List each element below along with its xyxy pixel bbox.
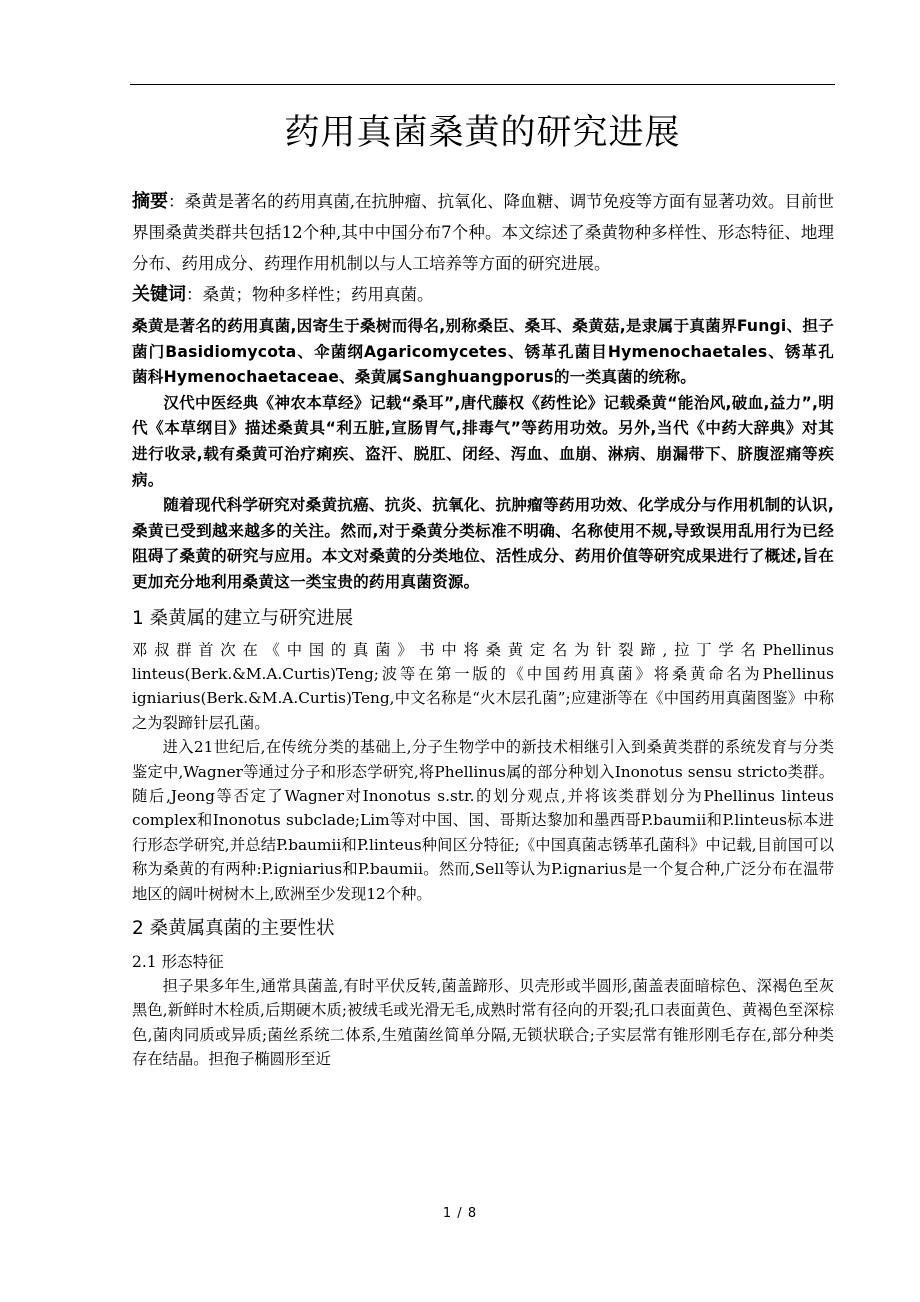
abstract-text: ：桑黄是著名的药用真菌,在抗肿瘤、抗氧化、降血糖、调节免疫等方面有显著功效。目前世界围桑黄类群共包括12个种,其中中国分布7个种。本文综述了桑黄物种多样性、形态特征、地理分布、药用成分、药理作用机制以与人工培养等方面的研究进展。 xyxy=(132,192,835,273)
body-paragraph: 担子果多年生,通常具菌盖,有时平伏反转,菌盖蹄形、贝壳形或半圆形,菌盖表面暗棕色、深褐色至灰黑色,新鲜时木栓质,后期硬木质;被绒毛或光滑无毛,成熟时常有径向的开裂;孔口表面黄色、黄褐色至深棕色,菌肉同质或异质;菌丝系统二体系,生殖菌丝简单分隔,无锁状联合;子实层常有锥形刚毛存在,部分种类存在结晶。担孢子椭圆形至近 xyxy=(132,977,834,1069)
page-number: 1 / 8 xyxy=(442,1206,478,1221)
body-paragraph: 进入21世纪后,在传统分类的基础上,分子生物学中的新技术相继引入到桑黄类群的系统发育与分类鉴定中,Wagner等通过分子和形态学研究,将Phellinus属的部分种划入Inonotus sensu stricto类群。随后,Jeong等否定了Wagner对Inonotus s.str.的划分观点,并将该类群划分为Phellinus linteus complex和Inonotus subclade;Lim等对中国、国、哥斯达黎加和墨西哥P.baumii和P.linteus标本进行形态学研究,并总结P.baumii和P.linteus种间区分特征;《中国真菌志锈革孔菌科》中记载,目前国可以称为桑黄的有两种:P.igniarius和P.baumii。然而,Sell等认为P.ignarius是一个复合种,广泛分布在温带地区的阔叶树树木上,欧洲至少发现12个种。 xyxy=(132,738,834,903)
section-heading: 1 桑黄属的建立与研究进展 xyxy=(132,607,354,629)
section-heading: 2 桑黄属真菌的主要性状 xyxy=(132,918,335,939)
keywords-paragraph xyxy=(132,279,834,310)
intro-paragraph: 汉代中医经典《神农本草经》记载“桑耳”,唐代藤权《药性论》记载桑黄“能治风,破血,益力”,明代《本草纲目》描述桑黄具“利五脏,宣肠胃气,排毒气”等药用功效。另外,当代《中药大辞典》对其进行收录,载有桑黄可治疗痢疾、盗汗、脱肛、闭经、泻血、血崩、淋病、崩漏带下、脐腹涩痛等疾病。 xyxy=(132,393,834,489)
subsection-heading: 2.1 形态特征 xyxy=(132,953,224,971)
keywords-text: ：桑黄；物种多样性；药用真菌。 xyxy=(186,285,434,304)
keywords-label: 关键词 xyxy=(132,284,186,305)
intro-paragraph: 随着现代科学研究对桑黄抗癌、抗炎、抗氧化、抗肿瘤等药用功效、化学成分与作用机制的认识,桑黄已受到越来越多的关注。然而,对于桑黄分类标准不明确、名称使用不规,导致误用乱用行为已经阻碍了桑黄的研究与应用。本文对桑黄的分类地位、活性成分、药用价值等研究成果进行了概述,旨在更加充分地利用桑黄这一类宝贵的药用真菌资源。 xyxy=(132,496,834,591)
abstract-label: 摘要 xyxy=(132,191,169,212)
header-rule xyxy=(130,84,835,85)
abstract-paragraph xyxy=(132,186,834,279)
page-title: 药用真菌桑黄的研究进展 xyxy=(284,113,681,153)
body-paragraph: 邓叔群首次在《中国的真菌》书中将桑黄定名为针裂蹄,拉丁学名Phellinus linteus(Berk.&M.A.Curtis)Teng;波等在第一版的《中国药用真菌》将桑黄命名为Phellinus igniarius(Berk.&M.A.Curtis)Teng,中文名称是“火木层孔菌”;应建浙等在《中国药用真菌图鉴》中称之为裂蹄针层孔菌。 xyxy=(132,640,834,732)
intro-paragraph: 桑黄是著名的药用真菌,因寄生于桑树而得名,别称桑臣、桑耳、桑黄菇,是隶属于真菌界Fungi、担子菌门Basidiomycota、伞菌纲Agaricomycetes、锈革孔菌目Hymenochaetales、锈革孔菌科Hymenochaetaceae、桑黄属Sanghuangporus的一类真菌的统称。 xyxy=(132,317,834,387)
document-body xyxy=(132,186,834,1072)
